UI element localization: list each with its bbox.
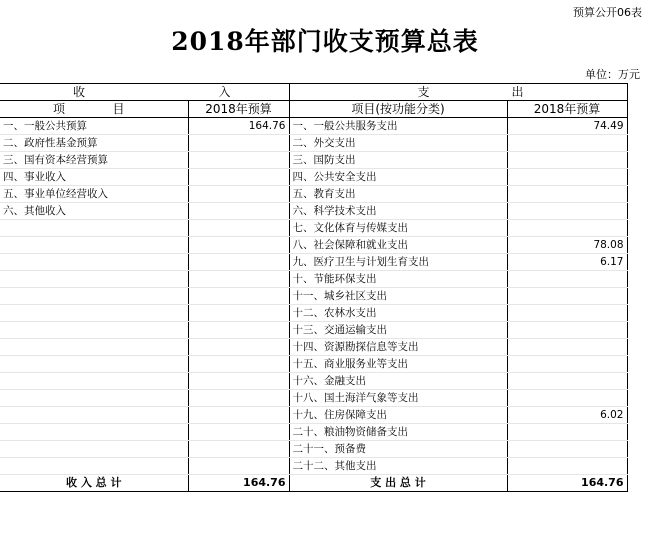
income-item-cell: [0, 271, 188, 288]
income-value-cell: [188, 254, 289, 271]
table-row: [0, 186, 627, 203]
document-number: 预算公开06表: [573, 6, 642, 19]
income-value-cell: [188, 373, 289, 390]
item-header-char-a: 项: [53, 102, 66, 116]
item-header-char-b: 目: [112, 102, 125, 116]
expense-value-cell: [507, 152, 627, 169]
expense-item-cell: 十二、农林水支出: [289, 305, 507, 322]
income-budget-header: 2018年预算: [188, 101, 289, 118]
income-item-header: [0, 101, 188, 118]
expense-value-cell: 6.17: [507, 254, 627, 271]
income-value-cell: [188, 152, 289, 169]
income-value-cell: [188, 305, 289, 322]
income-section-header: [0, 84, 289, 101]
expense-value-cell: 78.08: [507, 237, 627, 254]
income-item-cell: [0, 288, 188, 305]
table-row: [0, 441, 627, 458]
income-item-cell: [0, 339, 188, 356]
expense-item-cell: 十六、金融支出: [289, 373, 507, 390]
expense-value-cell: [507, 135, 627, 152]
expense-value-cell: [507, 458, 627, 475]
table-row: [0, 458, 627, 475]
income-value-cell: [188, 424, 289, 441]
income-item-cell: 六、其他收入: [0, 203, 188, 220]
expense-item-cell: 十三、交通运输支出: [289, 322, 507, 339]
income-section-char-b: 入: [218, 85, 231, 99]
expense-item-cell: 一、一般公共服务支出: [289, 118, 507, 135]
income-item-cell: [0, 356, 188, 373]
expense-total-label: 支 出 总 计: [289, 475, 507, 492]
income-value-cell: [188, 458, 289, 475]
expense-value-cell: [507, 169, 627, 186]
unit-label: 单位：万元: [585, 68, 640, 81]
table-row: [0, 390, 627, 407]
income-item-cell: 五、事业单位经营收入: [0, 186, 188, 203]
expense-value-cell: [507, 305, 627, 322]
income-item-cell: [0, 373, 188, 390]
table-row: [0, 135, 627, 152]
income-item-cell: [0, 305, 188, 322]
income-total-label: 收 入 总 计: [0, 475, 188, 492]
expense-value-cell: [507, 424, 627, 441]
income-item-cell: [0, 237, 188, 254]
table-row: [0, 254, 627, 271]
expense-item-cell: 二十一、预备费: [289, 441, 507, 458]
income-value-cell: [188, 237, 289, 254]
expense-item-cell: 二、外交支出: [289, 135, 507, 152]
table-row: [0, 271, 627, 288]
expense-item-cell: 二十二、其他支出: [289, 458, 507, 475]
expense-item-cell: 十五、商业服务业等支出: [289, 356, 507, 373]
table-row: [0, 424, 627, 441]
income-value-cell: 164.76: [188, 118, 289, 135]
table-row: [0, 373, 627, 390]
income-item-cell: [0, 390, 188, 407]
income-item-cell: [0, 424, 188, 441]
table-row: [0, 118, 627, 135]
income-value-cell: [188, 322, 289, 339]
table-row: [0, 152, 627, 169]
income-item-cell: 一、一般公共预算: [0, 118, 188, 135]
income-value-cell: [188, 356, 289, 373]
expense-item-cell: 三、国防支出: [289, 152, 507, 169]
table-row: [0, 356, 627, 373]
table-row: [0, 322, 627, 339]
table-row: [0, 237, 627, 254]
expense-value-cell: [507, 441, 627, 458]
income-section-char-a: 收: [73, 85, 86, 99]
expense-value-cell: [507, 390, 627, 407]
expense-value-cell: 6.02: [507, 407, 627, 424]
expense-item-cell: 四、公共安全支出: [289, 169, 507, 186]
income-value-cell: [188, 186, 289, 203]
income-item-cell: [0, 407, 188, 424]
income-item-cell: [0, 322, 188, 339]
income-item-cell: [0, 220, 188, 237]
income-value-cell: [188, 135, 289, 152]
table-row: [0, 169, 627, 186]
table-row: [0, 305, 627, 322]
income-value-cell: [188, 288, 289, 305]
table-row: [0, 407, 627, 424]
expense-item-cell: 十九、住房保障支出: [289, 407, 507, 424]
table-row: [0, 288, 627, 305]
income-value-cell: [188, 441, 289, 458]
expense-item-header: 项目(按功能分类): [289, 101, 507, 118]
income-value-cell: [188, 271, 289, 288]
expense-item-cell: 五、教育支出: [289, 186, 507, 203]
income-value-cell: [188, 339, 289, 356]
income-value-cell: [188, 169, 289, 186]
expense-item-cell: 七、文化体育与传媒支出: [289, 220, 507, 237]
expense-section-char-b: 出: [511, 85, 524, 99]
expense-value-cell: [507, 288, 627, 305]
income-item-cell: 三、国有资本经营预算: [0, 152, 188, 169]
income-item-cell: [0, 254, 188, 271]
expense-section-char-a: 支: [417, 85, 430, 99]
expense-value-cell: [507, 271, 627, 288]
expense-item-cell: 六、科学技术支出: [289, 203, 507, 220]
expense-item-cell: 八、社会保障和就业支出: [289, 237, 507, 254]
expense-budget-header: 2018年预算: [507, 101, 627, 118]
income-item-cell: 四、事业收入: [0, 169, 188, 186]
budget-table: [0, 83, 628, 492]
expense-item-cell: 十、节能环保支出: [289, 271, 507, 288]
table-row: [0, 220, 627, 237]
income-value-cell: [188, 220, 289, 237]
expense-item-cell: 十四、资源勘探信息等支出: [289, 339, 507, 356]
income-item-cell: [0, 441, 188, 458]
expense-value-cell: [507, 203, 627, 220]
expense-item-cell: 二十、粮油物资储备支出: [289, 424, 507, 441]
expense-item-cell: 九、医疗卫生与计划生育支出: [289, 254, 507, 271]
table-row: [0, 339, 627, 356]
expense-value-cell: [507, 373, 627, 390]
income-value-cell: [188, 407, 289, 424]
table-row: [0, 203, 627, 220]
income-item-cell: 二、政府性基金预算: [0, 135, 188, 152]
expense-value-cell: [507, 356, 627, 373]
income-value-cell: [188, 390, 289, 407]
income-total-value: 164.76: [188, 475, 289, 492]
expense-value-cell: 74.49: [507, 118, 627, 135]
expense-item-cell: 十一、城乡社区支出: [289, 288, 507, 305]
expense-value-cell: [507, 220, 627, 237]
section-header-row: [0, 84, 627, 101]
total-row: [0, 475, 627, 492]
expense-value-cell: [507, 186, 627, 203]
page-title: 2018年部门收支预算总表: [171, 27, 479, 56]
income-value-cell: [188, 203, 289, 220]
expense-value-cell: [507, 322, 627, 339]
expense-value-cell: [507, 339, 627, 356]
expense-item-cell: 十八、国土海洋气象等支出: [289, 390, 507, 407]
income-item-cell: [0, 458, 188, 475]
column-header-row: [0, 101, 627, 118]
expense-section-header: [289, 84, 627, 101]
expense-total-value: 164.76: [507, 475, 627, 492]
